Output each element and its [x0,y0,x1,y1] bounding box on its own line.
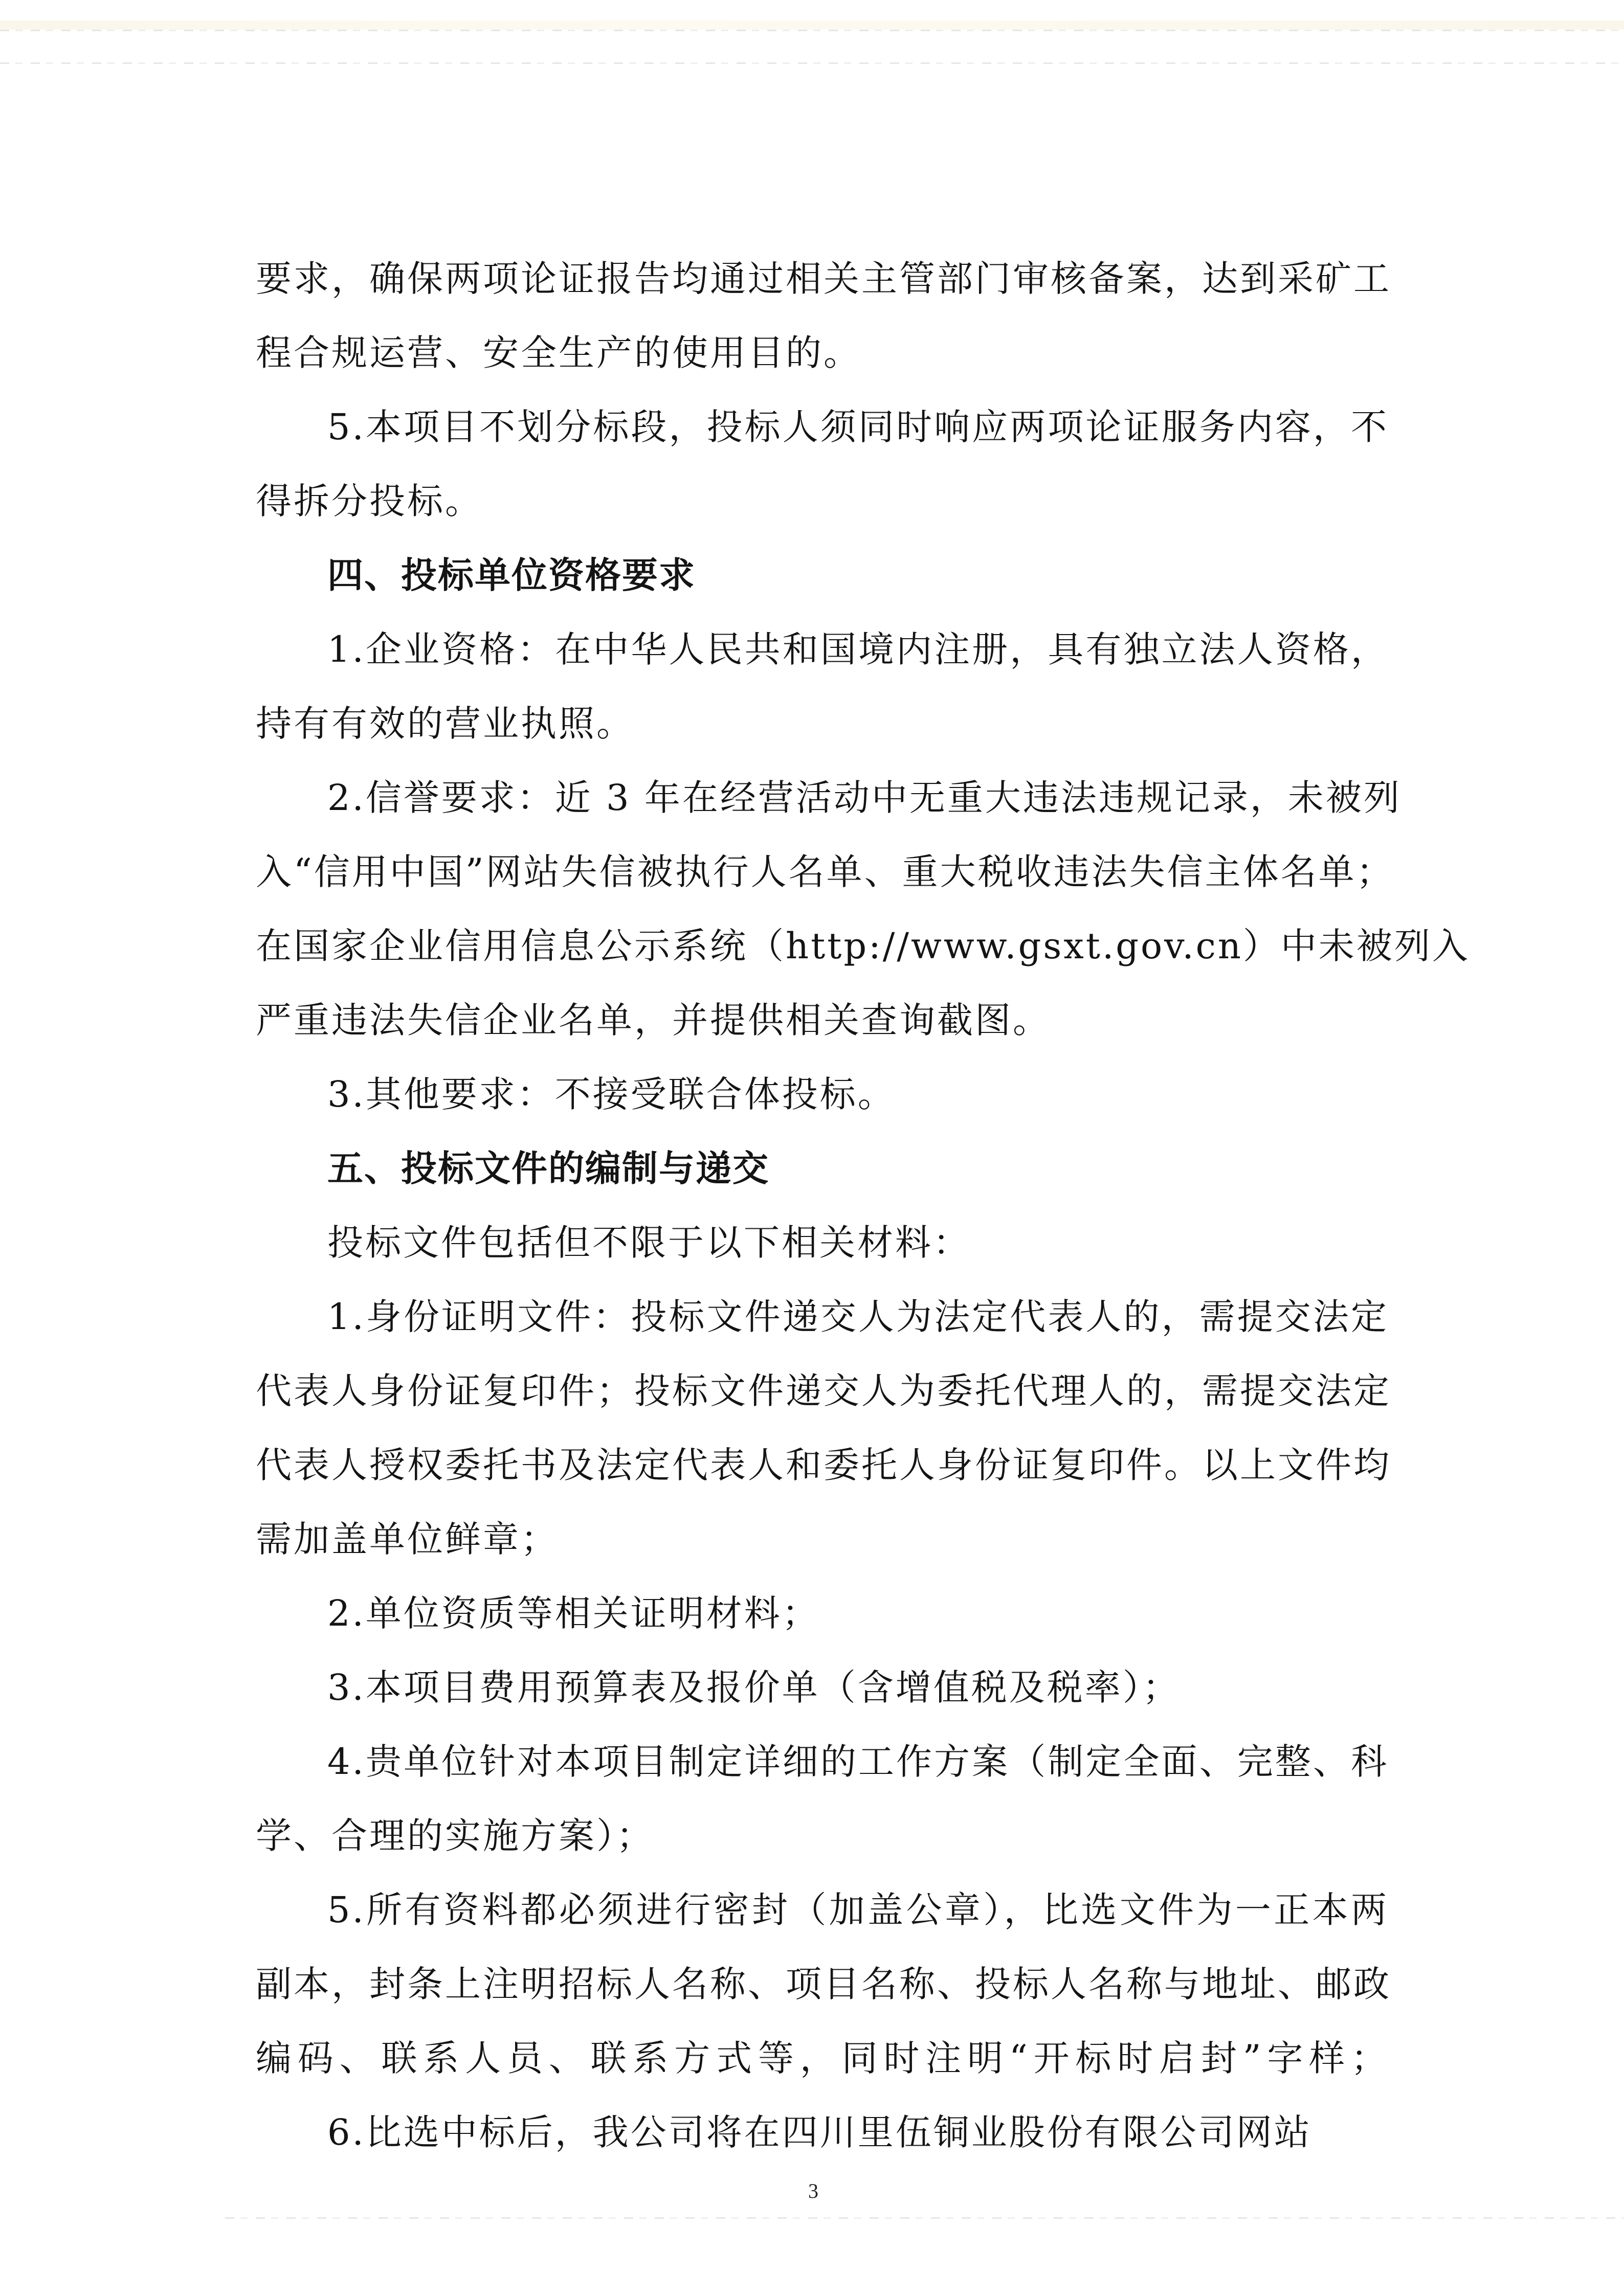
text-line: 入“信用中国”网站失信被执行人名单、重大税收违法失信主体名单； [256,851,1394,893]
text-line: 需加盖单位鲜章； [256,1518,559,1560]
text-line: 代表人授权委托书及法定代表人和委托人身份证复印件。以上文件均 [256,1444,1391,1486]
list-item-qualification-materials: 2.单位资质等相关证明材料； [327,1592,820,1634]
list-item-work-plan: 4.贵单位针对本项目制定详细的工作方案（制定全面、完整、科 [327,1741,1389,1783]
list-item-other-requirements: 3.其他要求：不接受联合体投标。 [327,1073,896,1115]
text-line: 要求，确保两项论证报告均通过相关主管部门审核备案，达到采矿工 [256,258,1391,300]
scan-artifact-top-line-2 [0,62,1624,64]
text-line-with-url: 在国家企业信用信息公示系统（http://www.gsxt.gov.cn）中未被列入 [256,925,1470,967]
scan-artifact-top-line [0,30,1624,31]
page-number: 3 [808,2179,818,2202]
list-item-sealing: 5.所有资料都必须进行密封（加盖公章），比选文件为一正本两 [327,1889,1389,1931]
text-line: 得拆分投标。 [256,480,483,522]
list-item-credit-requirement: 2.信誉要求：近 3 年在经营活动中无重大违法违规记录，未被列 [327,777,1401,819]
list-item-enterprise-qualification: 1.企业资格：在中华人民共和国境内注册，具有独立法人资格， [327,628,1389,670]
text-line: 副本，封条上注明招标人名称、项目名称、投标人名称与地址、邮政 [256,1963,1391,2005]
text-line: 程合规运营、安全生产的使用目的。 [256,332,861,374]
text-line: 学、合理的实施方案）； [256,1815,654,1857]
text-line: 代表人身份证复印件；投标文件递交人为委托代理人的，需提交法定 [256,1370,1391,1412]
scan-artifact-top-band [0,20,1624,30]
paragraph-intro: 投标文件包括但不限于以下相关材料： [327,1222,971,1264]
section-heading-bid-documents: 五、投标文件的编制与递交 [327,1147,769,1189]
text-line: 持有有效的营业执照。 [256,703,634,745]
list-item-5-project-no-lots: 5.本项目不划分标段，投标人须同时响应两项论证服务内容，不 [327,406,1389,448]
text-line: 严重违法失信企业名单，并提供相关查询截图。 [256,999,1051,1041]
document-body [256,253,1470,2181]
text-line: 编码、联系人员、联系方式等，同时注明“开标时启封”字样； [256,2037,1389,2079]
section-heading-bidder-qualifications: 四、投标单位资格要求 [327,554,696,596]
list-item-budget-quotation: 3.本项目费用预算表及报价单（含增值税及税率）； [327,1667,1181,1708]
scan-artifact-bottom-line [225,2217,1624,2219]
list-item-identity-documents: 1.身份证明文件：投标文件递交人为法定代表人的，需提交法定 [327,1296,1389,1338]
list-item-after-selection: 6.比选中标后，我公司将在四川里伍铜业股份有限公司网站 [327,2111,1312,2153]
